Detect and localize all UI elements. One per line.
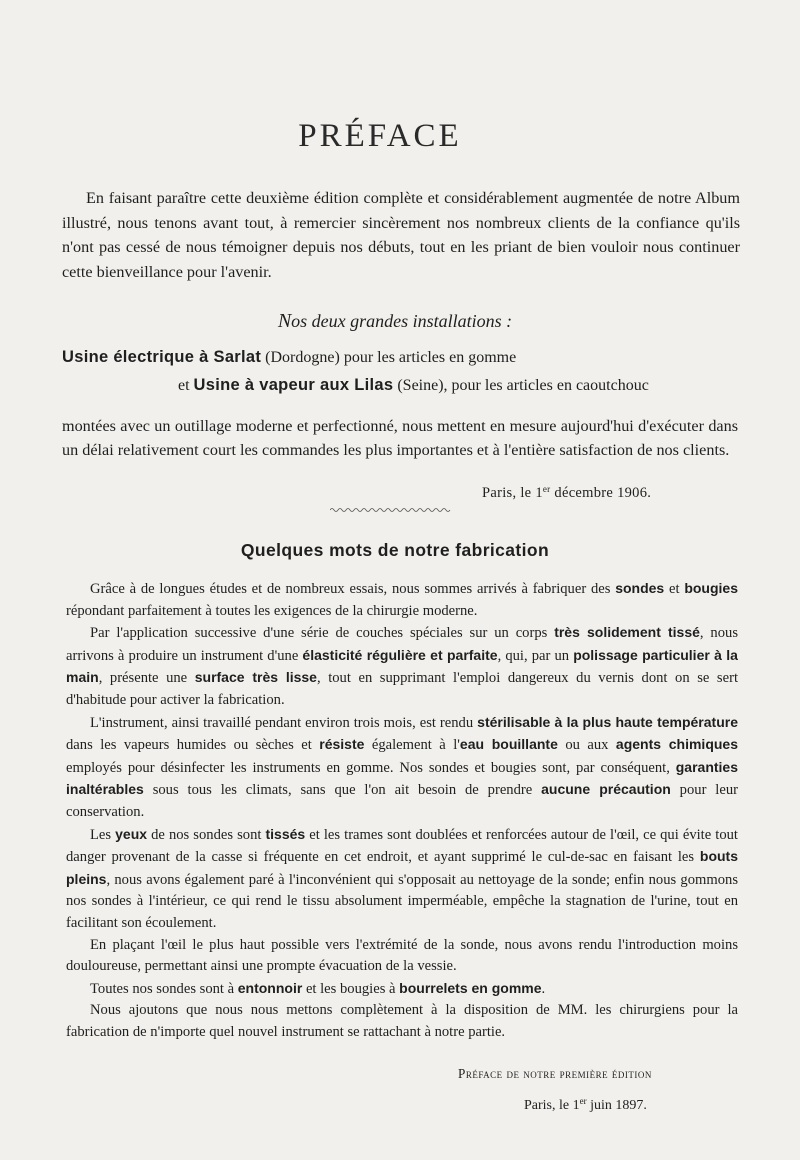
bold-run: très solidement tissé <box>554 624 700 641</box>
text-run: employés pour désinfecter les instruments en gomme. Nos sondes et bougies sont, par conséquent, <box>66 759 676 776</box>
date-1906-suffix: décembre 1906. <box>550 485 652 501</box>
date-1906-prefix: Paris, le 1 <box>482 485 543 501</box>
installations-heading-text: os deux grandes installations : <box>291 311 513 331</box>
text-run: , nous avons également paré à l'inconvénient qui s'opposait au nettoyage de la sonde; enfin nous gommons nos sondes à l'intérieur, ce qui rend le tissu absolument imperméable, empêche la stagnation de l'urine, tout en facilitant son écoulement. <box>66 871 738 931</box>
text-run: et <box>664 581 685 597</box>
date-1897-prefix: Paris, le 1 <box>524 1098 580 1113</box>
intro-text: En faisant paraître cette deuxième édition complète et considérablement augmentée de notre Album illustré, nous tenons avant tout, à remercier sincèrement nos nombreux clients de la confiance qu'ils n'ont pas cessé de nous témoigner depuis nos débuts, tout en les priant de bien vouloir nous continuer cette bienveillance pour l'avenir. <box>62 189 740 281</box>
paragraph-6 <box>66 978 738 1001</box>
text-run: pour leur conservation. <box>66 782 738 820</box>
bold-run: résiste <box>319 736 365 753</box>
fabrication-body <box>66 578 738 1043</box>
usine-sarlat-name: Usine électrique à Sarlat <box>62 348 262 366</box>
usine-lilas-desc: (Seine), pour les articles en caoutchouc <box>393 377 649 394</box>
text-run: . <box>541 980 546 997</box>
paragraph-5: En plaçant l'œil le plus haut possible vers l'extrémité de la sonde, nous avons rendu l'introduction moins douloureuse, permettant ainsi une prompte évacuation de la vessie. <box>66 936 738 975</box>
date-1897-suffix: juin 1897. <box>586 1098 647 1113</box>
paragraph-4 <box>66 824 738 935</box>
installations-text: montées avec un outillage moderne et perfectionné, nous mettent en mesure aujourd'hui d'exécuter dans un délai relativement court les commandes les plus importantes et à l'entière satisfaction de nos clients. <box>62 417 738 459</box>
bold-run: élasticité régulière et parfaite <box>302 646 498 663</box>
signature-text: réface de notre première édition <box>465 1066 652 1081</box>
text-run: , tout en supprimant l'emploi dangereux du vernis dont on se sert d'habitude pour activer la fabrication. <box>66 670 739 708</box>
decorative-divider <box>330 506 452 514</box>
text-run: Toutes nos sondes sont à <box>90 980 238 997</box>
date-1906 <box>482 484 651 502</box>
paragraph-2 <box>66 622 738 711</box>
usine-lilas-line <box>178 376 649 395</box>
text-run: , présente une <box>98 670 195 687</box>
text-run: , nous arrivons à produire un instrument d'une <box>66 625 738 664</box>
bold-run: tissés <box>265 825 306 842</box>
text-run: ou aux <box>557 737 616 754</box>
paragraph-1 <box>66 578 738 622</box>
bold-run: surface très lisse <box>194 669 317 686</box>
installations-heading <box>0 310 790 333</box>
bold-run: yeux <box>115 825 148 842</box>
text-run: de nos sondes sont <box>147 826 266 843</box>
text-run: sous tous les climats, sans que l'on ait besoin de prendre <box>143 782 542 799</box>
text-run: également à l' <box>364 737 460 754</box>
bold-run: sondes <box>615 580 665 596</box>
date-1906-sup: er <box>542 484 551 494</box>
bold-run: aucune précaution <box>541 781 671 798</box>
text-run: , qui, par un <box>497 647 574 664</box>
text-run: et les trames sont doublées et renforcées autour de l'œil, ce qui évite tout danger provenant de la casse si fréquente en cet endroit, et ayant supprimé le cul-de-sac en faisant les <box>66 826 738 866</box>
section-title: Quelques mots de notre fabrication <box>240 540 550 560</box>
text-run: Les <box>90 826 116 843</box>
usine-lilas-name: Usine à vapeur aux Lilas <box>193 376 394 394</box>
signature-initial: P <box>458 1066 466 1081</box>
date-1897 <box>524 1096 647 1114</box>
text-run: et les bougies à <box>302 980 400 997</box>
signature-line <box>458 1066 652 1082</box>
bold-run: bougies <box>684 580 738 596</box>
text-run: dans les vapeurs humides ou sèches et <box>66 737 320 754</box>
paragraph-7: Nous ajoutons que nous nous mettons complètement à la disposition de MM. les chirurgiens pour la fabrication de n'importe quel nouvel instrument se rattachant à notre partie. <box>66 1002 738 1040</box>
text-run: Par l'application successive d'une série de couches spéciales sur un corps <box>90 625 555 642</box>
bold-run: bourrelets en gomme <box>399 979 542 996</box>
usine-lilas-prefix: et <box>178 377 194 394</box>
text-run: Grâce à de longues études et de nombreux essais, nous sommes arrivés à fabriquer des <box>90 581 616 597</box>
bold-run: agents chimiques <box>615 736 738 753</box>
bold-run: stérilisable à la plus haute température <box>477 713 738 730</box>
bold-run: garanties inaltérables <box>66 758 738 798</box>
paragraph-3 <box>66 712 738 824</box>
bold-run: entonnoir <box>237 979 303 996</box>
bold-run: polissage particulier à la main <box>66 646 738 686</box>
text-run: répondant parfaitement à toutes les exigences de la chirurgie moderne. <box>66 602 478 619</box>
date-1897-sup: er <box>579 1096 587 1106</box>
installations-initial: N <box>277 310 292 332</box>
usine-sarlat-desc: (Dordogne) pour les articles en gomme <box>261 349 517 366</box>
intro-paragraph <box>62 186 740 284</box>
installations-paragraph <box>62 414 738 462</box>
bold-run: bouts pleins <box>66 848 738 887</box>
page-title: PRÉFACE <box>298 118 462 154</box>
usine-sarlat-line <box>62 348 516 367</box>
text-run: L'instrument, ainsi travaillé pendant environ trois mois, est rendu <box>90 714 478 731</box>
bold-run: eau bouillante <box>459 736 558 753</box>
